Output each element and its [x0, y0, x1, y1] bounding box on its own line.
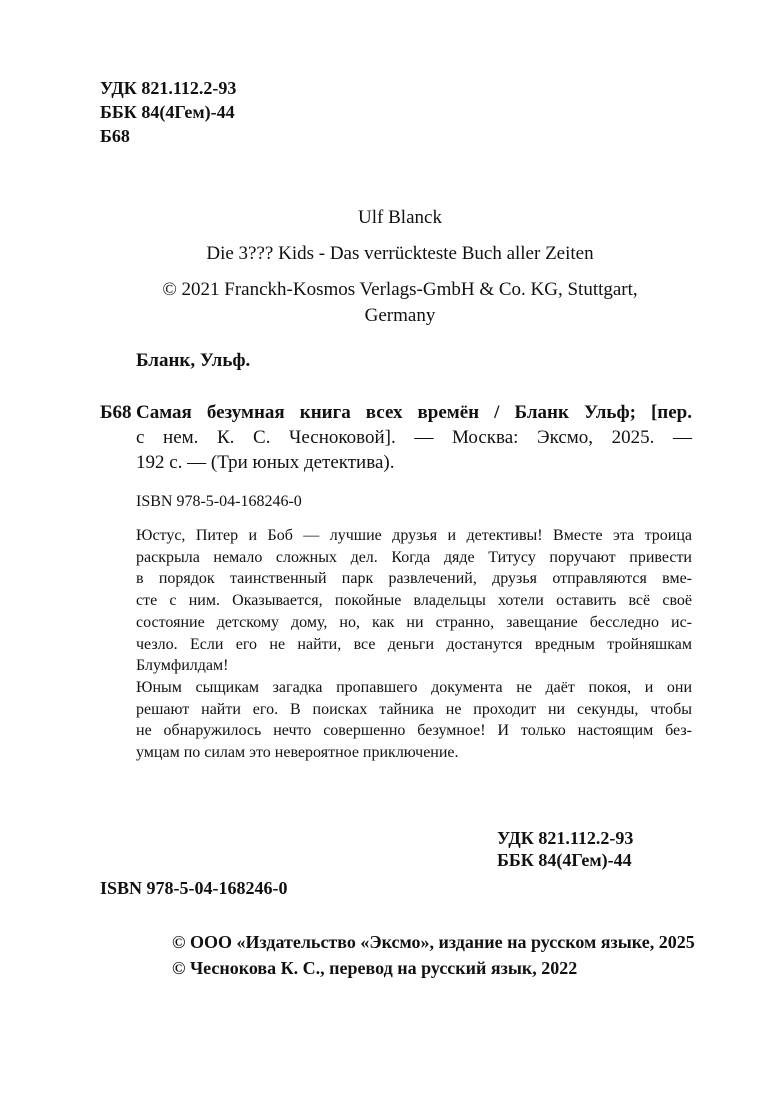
top-classification-block [100, 76, 236, 148]
main-isbn: ISBN 978-5-04-168246-0 [100, 878, 288, 898]
original-copyright-line-2: Germany [364, 305, 436, 326]
catalog-isbn: ISBN 978-5-04-168246-0 [136, 493, 302, 510]
annotation-line: в порядок таинственный парк развлечений, друзья отправляются вме- [136, 570, 692, 588]
bottom-bbk-code: ББК 84(4Гем)-44 [497, 850, 632, 870]
original-title: Die 3??? Kids - Das verrückteste Buch aller Zeiten [206, 243, 594, 264]
annotation-line: не обнаружилось нечто совершенно безумное! И только настоящим без- [136, 722, 692, 740]
annotation-line: состояние детскому дому, но, как ни странно, завещание бесследно ис- [136, 613, 692, 631]
catalog-description [136, 400, 692, 475]
annotation-line: Юстус, Питер и Боб — лучшие друзья и детективы! Вместе эта троица [136, 527, 692, 544]
annotation-line: раскрыла немало сложных дел. Когда дяде Титусу поручают привести [136, 548, 692, 566]
author-mark: Б68 [100, 126, 130, 146]
bbk-code: ББК 84(4Гем)-44 [100, 102, 235, 122]
catalog-description-line: 192 с. — (Три юных детектива). [136, 452, 395, 473]
annotation-line: сте с ним. Оказывается, покойные владельцы хотели оставить всё своё [136, 592, 692, 610]
catalog-code: Б68 [100, 402, 132, 423]
catalog-description-line: Самая безумная книга всех времён / Бланк Ульф; [пер. [136, 402, 692, 423]
publisher-copyright: © ООО «Издательство «Эксмо», издание на русском языке, 2025 [172, 932, 695, 952]
annotation-line: Юным сыщикам загадка пропавшего документа не даёт покоя, и они [136, 678, 692, 696]
bottom-classification-block [497, 827, 633, 871]
annotation-line: Блумфилдам! [136, 657, 229, 675]
catalog-author-heading: Бланк, Ульф. [136, 350, 251, 371]
translator-copyright: © Чеснокова К. С., перевод на русский язык, 2022 [172, 958, 578, 978]
annotation [136, 525, 692, 764]
udk-code: УДК 821.112.2-93 [100, 78, 237, 98]
bottom-udk-code: УДК 821.112.2-93 [497, 828, 634, 848]
catalog-description-line: с нем. К. С. Чесноковой]. — Москва: Эксмо, 2025. — [136, 427, 692, 448]
copyright-block [172, 929, 695, 981]
original-author: Ulf Blanck [358, 207, 442, 228]
original-copyright-line-1: © 2021 Franckh-Kosmos Verlags-GmbH & Co. KG, Stuttgart, [162, 279, 638, 300]
original-edition-block [100, 205, 700, 329]
annotation-line: чезло. Если его не найти, все деньги достанутся вредным тройняшкам [136, 635, 692, 653]
annotation-line: решают найти его. В поисках тайника не проходит ни секунды, чтобы [136, 700, 692, 718]
annotation-line: умцам по силам это невероятное приключение. [136, 744, 459, 762]
